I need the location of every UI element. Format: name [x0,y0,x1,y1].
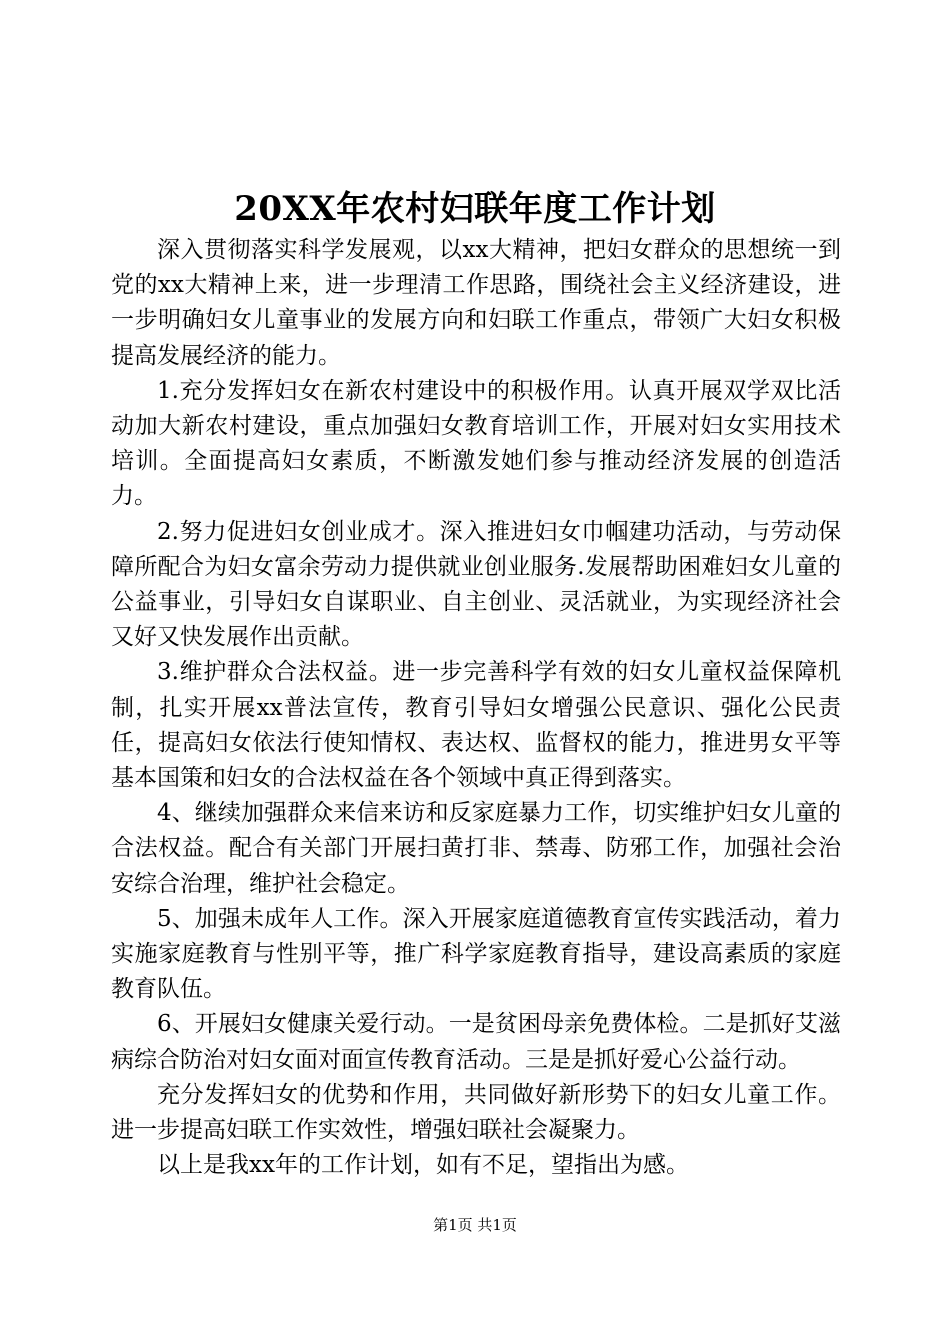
paragraph-item-5: 5、加强未成年人工作。深入开展家庭道德教育宣传实践活动，着力实施家庭教育与性别平等，推广科学家庭教育指导，建设高素质的家庭教育队伍。 [111,905,841,1003]
paragraph-item-6: 6、开展妇女健康关爱行动。一是贫困母亲免费体检。二是抓好艾滋病综合防治对妇女面对面宣传教育活动。三是是抓好爱心公益行动。 [111,1011,841,1073]
paragraph-intro: 深入贯彻落实科学发展观，以xx大精神，把妇女群众的思想统一到党的xx大精神上来，进一步理清工作思路，围绕社会主义经济建设，进一步明确妇女儿童事业的发展方向和妇联工作重点，带领广大妇女积极提高发展经济的能力。 [111,237,841,369]
page-number-footer: 第1页 共1页 [433,1216,517,1234]
paragraph-item-2: 2.努力促进妇女创业成才。深入推进妇女巾帼建功活动，与劳动保障所配合为妇女富余劳动力提供就业创业服务.发展帮助困难妇女儿童的公益事业，引导妇女自谋职业、自主创业、灵活就业，为实现经济社会又好又快发展作出贡献。 [111,518,841,651]
document-body [111,233,841,1183]
paragraph-item-4: 4、继续加强群众来信来访和反家庭暴力工作，切实维护妇女儿童的合法权益。配合有关部门开展扫黄打非、禁毒、防邪工作，加强社会治安综合治理，维护社会稳定。 [111,800,841,897]
paragraph-summary: 充分发挥妇女的优势和作用，共同做好新形势下的妇女儿童工作。进一步提高妇联工作实效性，增强妇联社会凝聚力。 [111,1081,841,1144]
paragraph-closing: 以上是我xx年的工作计划，如有不足，望指出为感。 [157,1152,689,1179]
document-title: 20XX年农村妇联年度工作计划 [234,189,716,229]
paragraph-item-3: 3.维护群众合法权益。进一步完善科学有效的妇女儿童权益保障机制，扎实开展xx普法宣传，教育引导妇女增强公民意识、强化公民责任，提高妇女依法行使知情权、表达权、监督权的能力，推进男女平等基本国策和妇女的合法权益在各个领域中真正得到落实。 [111,659,841,792]
paragraph-item-1: 1.充分发挥妇女在新农村建设中的积极作用。认真开展双学双比活动加大新农村建设，重点加强妇女教育培训工作，开展对妇女实用技术培训。全面提高妇女素质，不断激发她们参与推动经济发展的创造活力。 [111,377,841,510]
